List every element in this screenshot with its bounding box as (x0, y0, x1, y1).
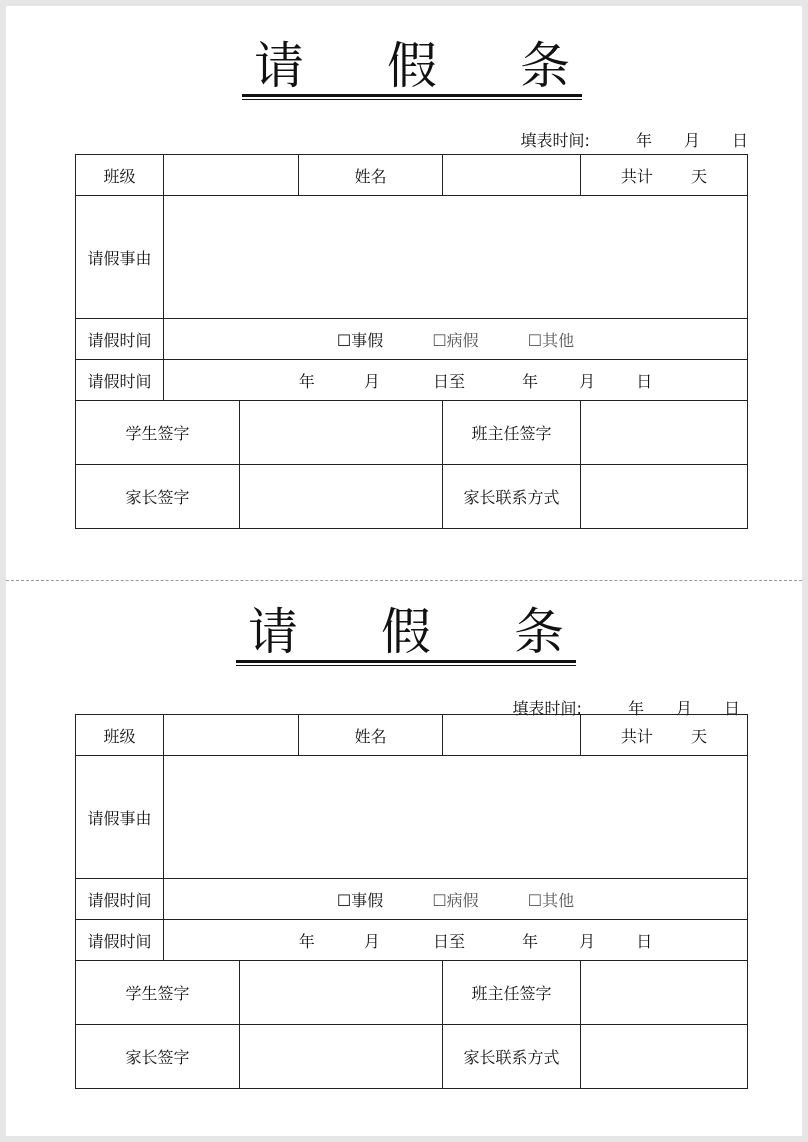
slip-title (242, 36, 582, 96)
checkbox-sick-leave[interactable]: ☐病假 (432, 890, 479, 910)
teacher-sign-label: 班主任签字 (443, 961, 581, 1025)
total-days-cell[interactable] (581, 155, 748, 196)
reason-value-cell[interactable] (164, 756, 748, 879)
total-days-suffix: 天 (691, 166, 708, 186)
document-page (6, 6, 802, 1136)
table-row (76, 360, 748, 401)
table-row (76, 465, 748, 529)
reason-label: 请假事由 (76, 196, 164, 319)
leave-date-label: 请假时间 (76, 920, 164, 961)
table-row (76, 920, 748, 961)
class-label: 班级 (76, 155, 164, 196)
date-to-year: 年 (522, 371, 539, 391)
leave-form-table (75, 154, 748, 529)
table-row (76, 961, 748, 1025)
total-days-prefix: 共计 (620, 726, 653, 746)
title-char: 条 (514, 603, 564, 661)
date-from-day: 日至 (432, 931, 465, 951)
leave-date-label: 请假时间 (76, 360, 164, 401)
fill-time (521, 128, 748, 151)
fill-time-label: 填表时间: (512, 699, 582, 718)
table-row (76, 756, 748, 879)
table-row (76, 401, 748, 465)
table-row (76, 715, 748, 756)
total-days-prefix: 共计 (620, 166, 653, 186)
leave-type-options (164, 319, 748, 360)
leave-date-range[interactable] (164, 920, 748, 961)
parent-sign-cell[interactable] (240, 1025, 443, 1089)
checkbox-sick-leave[interactable]: ☐病假 (432, 330, 479, 350)
name-label: 姓名 (299, 715, 443, 756)
leave-type-label: 请假时间 (76, 319, 164, 360)
parent-contact-cell[interactable] (581, 465, 748, 529)
fill-time-year[interactable]: 年 (635, 131, 652, 150)
student-sign-label: 学生签字 (76, 401, 240, 465)
title-char: 假 (381, 603, 431, 661)
student-sign-label: 学生签字 (76, 961, 240, 1025)
fill-time-day[interactable]: 日 (731, 131, 748, 150)
reason-label: 请假事由 (76, 756, 164, 879)
teacher-sign-cell[interactable] (581, 401, 748, 465)
total-days-suffix: 天 (691, 726, 708, 746)
title-char: 请 (248, 603, 298, 661)
checkbox-other-leave[interactable]: ☐其他 (527, 890, 575, 910)
table-row (76, 155, 748, 196)
fill-time-month[interactable]: 月 (683, 131, 700, 150)
checkbox-other-leave[interactable]: ☐其他 (527, 330, 575, 350)
teacher-sign-cell[interactable] (581, 961, 748, 1025)
name-value-cell[interactable] (443, 715, 581, 756)
title-char: 条 (520, 37, 570, 95)
parent-sign-label: 家长签字 (76, 1025, 240, 1089)
leave-type-options (164, 879, 748, 920)
parent-contact-cell[interactable] (581, 1025, 748, 1089)
student-sign-cell[interactable] (240, 401, 443, 465)
date-to-day: 日 (636, 371, 653, 391)
table-row (76, 319, 748, 360)
total-days-cell[interactable] (581, 715, 748, 756)
fill-time-label: 填表时间: (520, 131, 590, 150)
parent-sign-label: 家长签字 (76, 465, 240, 529)
name-value-cell[interactable] (443, 155, 581, 196)
date-to-day: 日 (636, 931, 653, 951)
title-underline (242, 94, 582, 100)
date-from-day: 日至 (432, 371, 465, 391)
class-label: 班级 (76, 715, 164, 756)
date-from-month: 月 (363, 371, 380, 391)
reason-value-cell[interactable] (164, 196, 748, 319)
fill-time-day[interactable]: 日 (723, 699, 740, 718)
title-char: 请 (254, 37, 304, 95)
title-underline (236, 660, 576, 666)
student-sign-cell[interactable] (240, 961, 443, 1025)
date-to-year: 年 (522, 931, 539, 951)
leave-type-label: 请假时间 (76, 879, 164, 920)
table-row (76, 1025, 748, 1089)
checkbox-personal-leave[interactable]: ☐事假 (336, 890, 384, 910)
parent-contact-label: 家长联系方式 (443, 465, 581, 529)
teacher-sign-label: 班主任签字 (443, 401, 581, 465)
class-value-cell[interactable] (164, 715, 299, 756)
leave-date-range[interactable] (164, 360, 748, 401)
parent-contact-label: 家长联系方式 (443, 1025, 581, 1089)
table-row (76, 879, 748, 920)
class-value-cell[interactable] (164, 155, 299, 196)
date-to-month: 月 (579, 371, 596, 391)
leave-slip-1 (6, 6, 802, 566)
leave-slip-2 (6, 572, 802, 1132)
checkbox-personal-leave[interactable]: ☐事假 (336, 330, 384, 350)
date-from-month: 月 (363, 931, 380, 951)
table-row (76, 196, 748, 319)
leave-form-table (75, 714, 748, 1089)
parent-sign-cell[interactable] (240, 465, 443, 529)
date-to-month: 月 (579, 931, 596, 951)
title-char: 假 (387, 37, 437, 95)
name-label: 姓名 (299, 155, 443, 196)
date-from-year: 年 (298, 931, 315, 951)
fill-time-year[interactable]: 年 (627, 699, 644, 718)
date-from-year: 年 (298, 371, 315, 391)
fill-time-month[interactable]: 月 (675, 699, 692, 718)
slip-title (236, 602, 576, 662)
